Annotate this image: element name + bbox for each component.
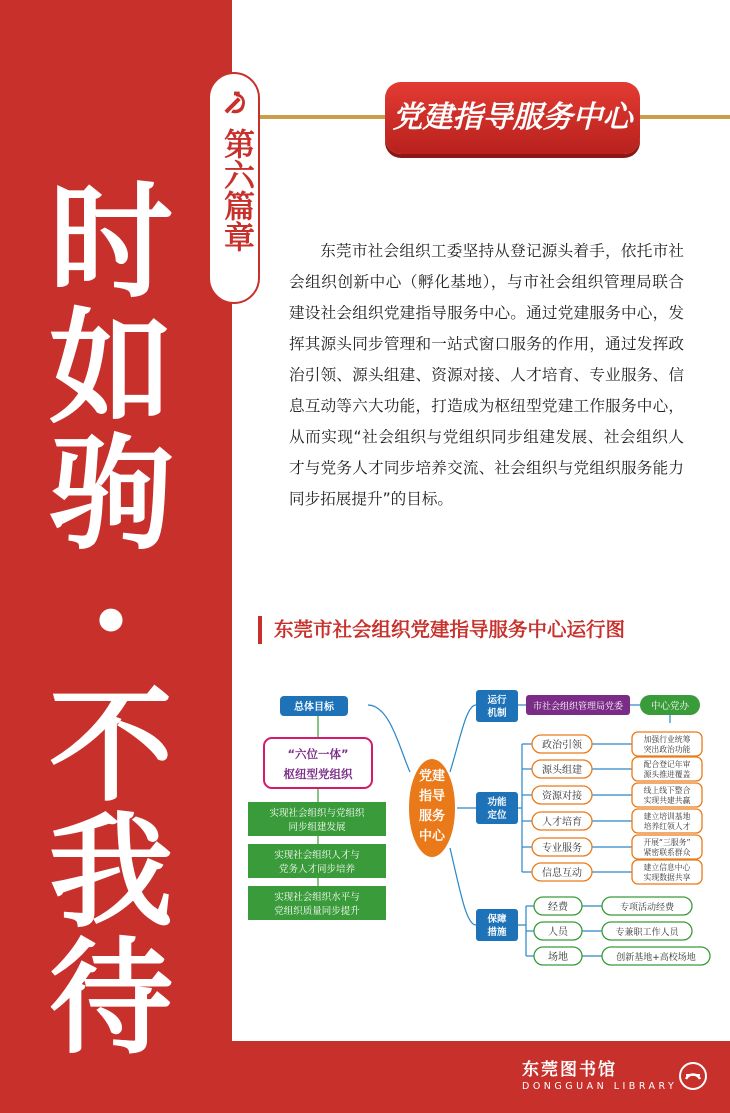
title-char: 待 <box>48 926 173 1071</box>
function-desc1: 配合登记年审 <box>643 760 691 769</box>
function-name: 源头组建 <box>542 765 582 776</box>
goal-line2: 党组织质量同步提升 <box>274 906 360 917</box>
function-rows <box>532 732 702 884</box>
chapter-label: 第六篇章 <box>218 128 254 252</box>
support-desc: 创新基地+高校场地 <box>616 953 696 963</box>
goal-line2: 同步组建发展 <box>288 822 346 833</box>
support-desc: 专兼职工作人员 <box>615 928 679 938</box>
goal-line2: 党务人才同步培养 <box>278 864 356 875</box>
function-desc2: 培养红领人才 <box>643 822 691 831</box>
title-char: 我 <box>48 800 173 945</box>
title-char: · <box>89 548 133 693</box>
operation-diagram <box>240 680 720 980</box>
center-line: 指导 <box>418 789 446 804</box>
support-line2: 措施 <box>487 927 507 938</box>
title-char: 如 <box>48 296 173 441</box>
support-name: 人员 <box>548 927 568 938</box>
center-line: 党建 <box>418 769 446 784</box>
six-in-one-line2: 枢纽型党组织 <box>283 767 353 781</box>
support-name: 经费 <box>548 902 568 913</box>
section-title: 东莞市社会组织党建指导服务中心运行图 <box>258 616 625 644</box>
intro-paragraph: 东莞市社会组织工委坚持从登记源头着手，依托市社会组织创新中心（孵化基地），与市社会组织管理局联合建设社会组织党建指导服务中心。通过党建服务中心，发挥其源头同步管理和一站式窗口服务的作用，通过发挥政治引领、源头组建、资源对接、人才培育、专业服务、信息互动等六大功能，打造成为枢纽型党建工作服务中心，从而实现“社会组织与党组织同步组建发展、社会组织人才与党务人才同步培养交流、社会组织与党组织服务能力同步拓展提升”的目标。 <box>289 242 684 508</box>
goal-line1: 实现社会组织与党组织 <box>269 808 365 819</box>
function-desc1: 建立培训基地 <box>643 812 691 821</box>
center-line: 服务 <box>418 809 446 824</box>
center-office-label: 中心党办 <box>650 701 690 712</box>
function-line2: 定位 <box>487 810 507 821</box>
header-badge: 党建指导服务中心 <box>385 82 640 154</box>
six-in-one-line1: “六位一体” <box>287 747 349 761</box>
support-desc: 专项活动经费 <box>619 903 675 913</box>
function-desc2: 源头推进覆盖 <box>643 770 691 779</box>
function-desc2: 突出政治功能 <box>643 745 691 754</box>
support-rows <box>534 897 710 965</box>
goal-line1: 实现社会组织水平与 <box>274 892 360 903</box>
function-desc2: 紧密联系群众 <box>643 848 691 857</box>
support-name: 场地 <box>548 952 568 963</box>
library-name-en: DONGGUAN LIBRARY <box>522 1081 678 1092</box>
function-desc1: 开展“三服务” <box>643 838 691 847</box>
title-char: 驹 <box>48 422 173 567</box>
function-desc2: 实现共建共赢 <box>643 796 691 805</box>
mechanism-line2: 机制 <box>487 708 507 719</box>
function-name: 政治引领 <box>542 740 582 751</box>
title-char: 时 <box>48 170 173 315</box>
big-title <box>46 170 176 1071</box>
function-name: 资源对接 <box>542 791 582 802</box>
function-name: 人才培育 <box>542 817 582 828</box>
center-line: 中心 <box>418 829 446 844</box>
title-char: 不 <box>48 674 173 819</box>
function-name: 信息互动 <box>542 868 582 879</box>
library-logo-icon <box>678 1061 708 1091</box>
function-desc1: 线上线下整合 <box>643 786 691 795</box>
party-emblem-icon <box>215 84 253 122</box>
mechanism-line1: 运行 <box>487 695 507 706</box>
function-name: 专业服务 <box>542 843 582 854</box>
function-desc1: 建立信息中心 <box>643 863 691 872</box>
party-committee-label: 市社会组织管理局党委 <box>532 702 624 712</box>
function-desc2: 实现数据共享 <box>643 873 691 882</box>
function-line1: 功能 <box>487 797 507 808</box>
support-line1: 保障 <box>487 914 507 925</box>
function-desc1: 加强行业统筹 <box>643 735 691 744</box>
library-name: 东莞图书馆 <box>522 1060 617 1080</box>
overall-goal-label: 总体目标 <box>294 702 334 713</box>
goal-line1: 实现社会组织人才与 <box>274 850 360 861</box>
